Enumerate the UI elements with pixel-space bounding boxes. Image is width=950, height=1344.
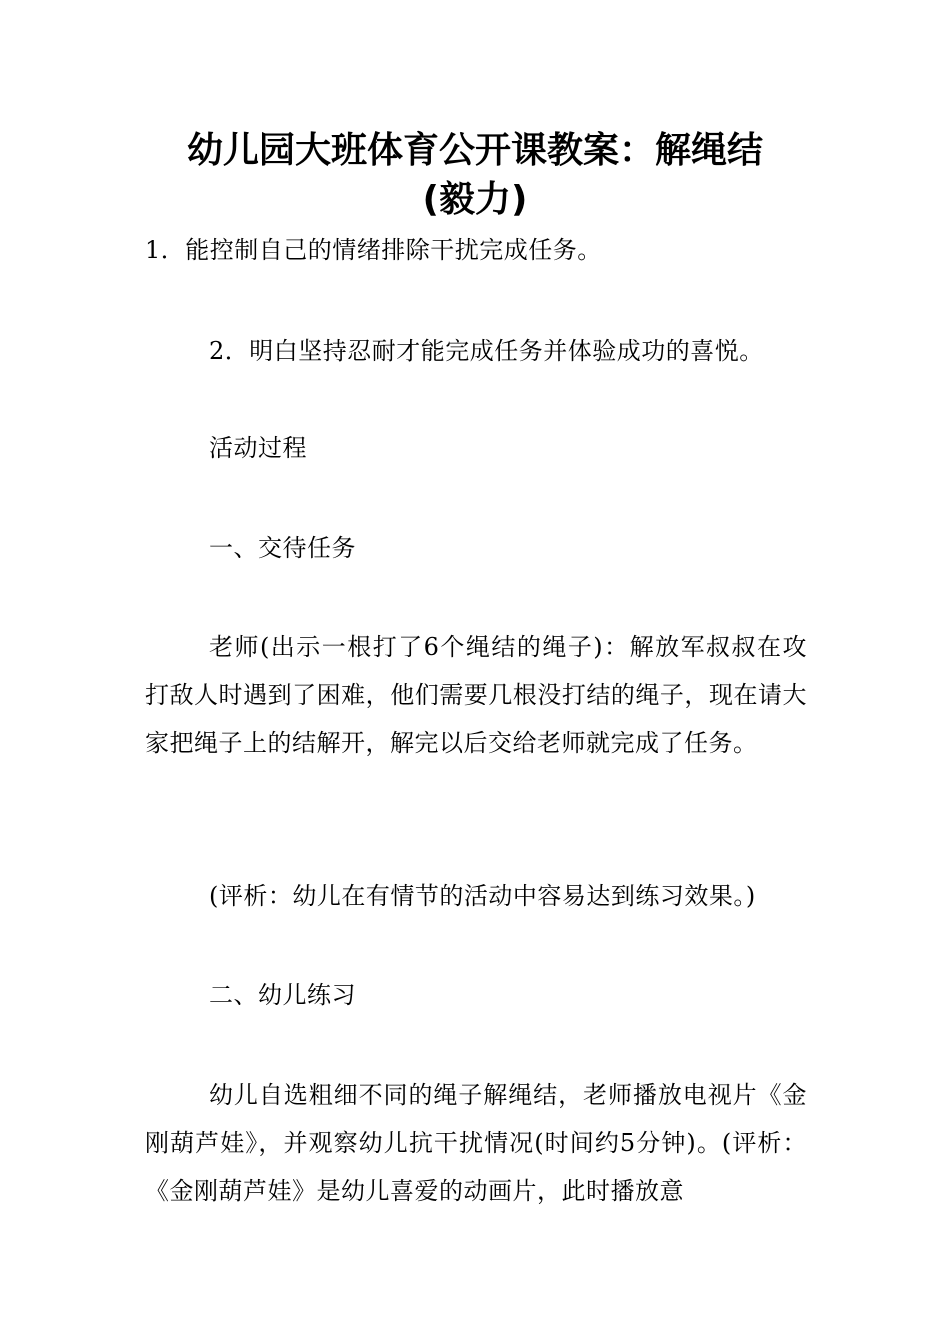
document-title-subtitle: (毅力) — [422, 179, 528, 220]
section-heading-task: 一、交待任务 — [209, 534, 356, 562]
practice-paragraph: 幼儿自选粗细不同的绳子解绳结，老师播放电视片《金刚葫芦娃》，并观察幼儿抗干扰情况(时间约5分钟)。(评析：《金刚葫芦娃》是幼儿喜爱的动画片，此时播放意 — [145, 1081, 807, 1205]
objective-1: 1．能控制自己的情绪排除干扰完成任务。 — [145, 236, 602, 264]
section-heading-practice: 二、幼儿练习 — [209, 981, 356, 1009]
commentary-1: (评析：幼儿在有情节的活动中容易达到练习效果。) — [209, 882, 756, 910]
task-paragraph: 老师(出示一根打了6个绳结的绳子)：解放军叔叔在攻打敌人时遇到了困难，他们需要几根没打结的绳子，现在请大家把绳子上的结解开，解完以后交给老师就完成了任务。 — [145, 633, 807, 757]
objective-2: 2．明白坚持忍耐才能完成任务并体验成功的喜悦。 — [209, 337, 764, 365]
document-title: 幼儿园大班体育公开课教案：解绳结 — [186, 130, 763, 171]
section-heading-process: 活动过程 — [209, 434, 307, 462]
